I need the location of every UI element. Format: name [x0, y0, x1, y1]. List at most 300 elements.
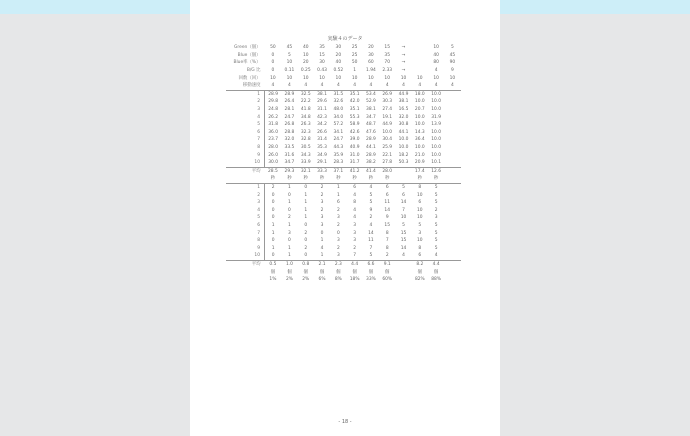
- row-label: 10: [226, 159, 265, 167]
- table-cell: 個: [319, 269, 325, 275]
- table-cell: 2: [336, 222, 340, 228]
- table-cell: 秒: [314, 175, 330, 183]
- table-cell: 30.8: [398, 122, 409, 128]
- table-cell: 4: [346, 82, 362, 90]
- table-cell: 34.1: [333, 129, 344, 135]
- table-cell: 9: [385, 215, 389, 221]
- table-cell: [412, 44, 428, 52]
- row-label: 2: [226, 191, 265, 199]
- time-average-row: [226, 167, 461, 175]
- table-cell: 10.0: [431, 107, 441, 113]
- table-cell: 30: [335, 45, 342, 51]
- table-cell: 40: [302, 45, 309, 51]
- table-cell: 10: [417, 207, 423, 213]
- count-row: [226, 191, 461, 199]
- table-cell: 5: [434, 238, 438, 244]
- table-cell: 5: [369, 253, 373, 259]
- table-cell: 30.0: [268, 160, 279, 166]
- count-row: [226, 222, 461, 230]
- table-cell: 0: [288, 207, 291, 213]
- table-cell: 4.4: [428, 260, 444, 268]
- table-cell: 42.3: [317, 114, 327, 120]
- row-label: 9: [226, 151, 265, 159]
- table-cell: 5: [402, 184, 405, 190]
- table-cell: 10: [351, 75, 358, 81]
- table-cell: 4: [353, 215, 357, 221]
- table-cell: 10: [433, 75, 439, 81]
- table-cell: 20: [302, 60, 309, 66]
- table-cell: 3: [336, 215, 340, 221]
- table-cell: 53.4: [366, 91, 376, 97]
- table-cell: 1: [353, 68, 357, 74]
- table-cell: 33%: [366, 277, 376, 283]
- table-cell: 6%: [318, 277, 326, 283]
- table-cell: 1.0: [281, 260, 297, 268]
- table-cell: 10: [417, 192, 423, 198]
- table-cell: [412, 52, 428, 60]
- table-cell: 14: [400, 200, 407, 206]
- table-cell: 0.25: [300, 68, 311, 74]
- table-cell: 0.43: [317, 68, 327, 74]
- table-cell: 10.0: [431, 145, 441, 151]
- table-cell: 10.0: [414, 99, 425, 105]
- table-cell: 32.3: [300, 129, 311, 135]
- table-cell: 28.0: [268, 145, 279, 151]
- table-cell: 12.6: [428, 167, 444, 175]
- table-cell: 秒: [265, 175, 282, 183]
- table-cell: 10: [335, 75, 342, 81]
- row-label: [226, 268, 265, 276]
- table-cell: 15: [319, 52, 325, 58]
- table-cell: 23.7: [268, 137, 279, 143]
- table-cell: 4: [395, 82, 411, 90]
- table-cell: 50: [351, 60, 358, 66]
- table-cell: 33.3: [314, 167, 330, 175]
- table-cell: 5: [451, 45, 454, 51]
- table-cell: 0: [288, 192, 291, 198]
- table-cell: 13.9: [431, 122, 441, 128]
- table-cell: 32.8: [300, 137, 311, 143]
- table-cell: 0.11: [284, 68, 295, 74]
- count-row: [226, 206, 461, 214]
- row-label: Green（個）: [234, 45, 261, 51]
- table-cell: 34.0: [333, 114, 344, 120]
- table-cell: 0: [271, 68, 275, 74]
- table-cell: 個: [287, 269, 292, 275]
- table-cell: [444, 175, 460, 183]
- row-label: 9: [226, 244, 265, 252]
- table-cell: 1: [271, 222, 275, 228]
- time-row: [226, 90, 461, 98]
- table-cell: 10.0: [382, 129, 393, 135]
- table-cell: 28.1: [284, 107, 295, 113]
- table-cell: 0: [304, 184, 308, 190]
- table-cell: 0: [304, 253, 308, 259]
- table-cell: 16.5: [398, 107, 409, 113]
- table-cell: 6: [353, 184, 357, 190]
- table-cell: 0.5: [265, 260, 282, 268]
- table-cell: 6: [385, 192, 389, 198]
- table-cell: 6: [418, 253, 422, 259]
- table-cell: 50.3: [398, 160, 409, 166]
- table-cell: 10: [286, 75, 293, 81]
- table-cell: 10.0: [414, 122, 425, 128]
- table-cell: 30.4: [382, 137, 393, 143]
- table-cell: 37.1: [330, 167, 346, 175]
- table-cell: 14: [368, 230, 374, 236]
- row-label: 10: [226, 252, 265, 260]
- table-cell: 34.7: [284, 160, 295, 166]
- table-cell: 10.0: [414, 114, 425, 120]
- table-cell: 3: [353, 238, 357, 244]
- table-cell: 6: [402, 192, 405, 198]
- table-cell: 1.94: [366, 68, 376, 74]
- table-cell: 10: [368, 75, 374, 81]
- count-unit-row: [226, 268, 461, 276]
- table-cell: 28.3: [333, 160, 344, 166]
- table-cell: 58.9: [349, 122, 360, 128]
- table-cell: 38.2: [366, 160, 376, 166]
- table-cell: 3: [336, 253, 340, 259]
- table-cell: 10: [400, 215, 407, 221]
- table-cell: 34.2: [317, 122, 327, 128]
- table-cell: 10: [384, 75, 391, 81]
- table-cell: 32.6: [333, 99, 344, 105]
- row-label: 7: [226, 229, 265, 237]
- table-cell: 38.1: [398, 99, 409, 105]
- time-row: [226, 129, 461, 137]
- table-cell: [444, 144, 460, 152]
- table-cell: 52.9: [366, 99, 376, 105]
- table-cell: 2.3: [330, 260, 346, 268]
- table-cell: [395, 268, 411, 276]
- table-cell: 4: [265, 82, 282, 90]
- count-row: [226, 214, 461, 222]
- table-cell: 8: [418, 184, 422, 190]
- table-cell: [444, 206, 460, 214]
- table-cell: 10.0: [398, 145, 409, 151]
- table-cell: 14: [400, 245, 407, 251]
- table-cell: 8%: [334, 277, 342, 283]
- table-cell: 30.5: [300, 145, 311, 151]
- table-cell: 26.4: [284, 99, 295, 105]
- table-cell: 40: [335, 60, 342, 66]
- table-cell: 31.5: [333, 91, 344, 97]
- table-cell: 8: [353, 200, 357, 206]
- table-cell: 8: [385, 230, 389, 236]
- table-cell: 1: [288, 184, 291, 190]
- row-label: 1: [226, 183, 265, 191]
- table-cell: →: [401, 52, 406, 58]
- page-title: 実験４のデータ: [327, 36, 363, 42]
- header-row: [226, 82, 461, 90]
- table-cell: 15: [384, 222, 391, 228]
- table-cell: 2%: [302, 277, 310, 283]
- table-cell: 1: [288, 253, 291, 259]
- table-cell: 3: [336, 238, 340, 244]
- table-cell: [444, 252, 460, 260]
- time-row: [226, 144, 461, 152]
- table-cell: 36.4: [414, 137, 425, 143]
- table-cell: 6: [418, 200, 422, 206]
- table-cell: 11: [368, 238, 374, 244]
- row-label: 5: [226, 121, 265, 129]
- table-cell: 34.7: [366, 114, 376, 120]
- table-cell: 1: [288, 245, 291, 251]
- table-cell: 5: [418, 222, 422, 228]
- time-row: [226, 98, 461, 106]
- table-cell: 1: [320, 238, 324, 244]
- row-label: 4: [226, 113, 265, 121]
- table-cell: 2: [434, 207, 438, 213]
- row-label: 回数（回）: [238, 75, 261, 81]
- table-cell: 9: [451, 68, 454, 74]
- table-cell: 20.7: [414, 107, 425, 113]
- table-cell: 27.8: [382, 160, 393, 166]
- table-cell: 32.1: [298, 167, 314, 175]
- table-cell: 25: [351, 52, 358, 58]
- table-cell: 50: [270, 45, 276, 51]
- table-cell: 31.4: [317, 137, 327, 143]
- table-cell: [444, 113, 460, 121]
- table-cell: 10: [302, 52, 309, 58]
- table-cell: 38.1: [317, 91, 327, 97]
- table-cell: 82%: [414, 277, 425, 283]
- table-cell: 4: [369, 184, 373, 190]
- table-cell: 48.7: [366, 122, 376, 128]
- table-cell: 個: [352, 269, 357, 275]
- time-row: [226, 121, 461, 129]
- table-cell: 秒: [379, 175, 395, 183]
- table-cell: 44.9: [398, 91, 409, 97]
- time-row: [226, 159, 461, 167]
- time-unit-row: [226, 175, 461, 183]
- row-label: 6: [226, 129, 265, 137]
- table-cell: 10: [449, 75, 456, 81]
- count-row: [226, 183, 461, 191]
- table-cell: 24.8: [268, 107, 279, 113]
- table-cell: 15: [400, 230, 407, 236]
- table-cell: 28.9: [366, 137, 376, 143]
- table-cell: 5: [369, 200, 373, 206]
- table-cell: 10.1: [431, 160, 441, 166]
- table-cell: 4: [428, 82, 444, 90]
- table-cell: [444, 244, 460, 252]
- table-cell: 1: [336, 192, 340, 198]
- table-cell: 11: [384, 200, 391, 206]
- table-cell: 31.9: [431, 114, 441, 120]
- table-cell: 個: [385, 269, 390, 275]
- table-cell: [444, 129, 460, 137]
- table-cell: 2: [304, 245, 308, 251]
- table-cell: 5: [288, 52, 291, 58]
- time-row: [226, 106, 461, 114]
- table-cell: 1: [304, 215, 308, 221]
- row-label: B/G 比: [246, 68, 261, 74]
- table-cell: 10.0: [431, 152, 441, 158]
- table-cell: 32.0: [398, 114, 409, 120]
- table-cell: 35: [384, 52, 391, 58]
- table-cell: 1: [336, 184, 340, 190]
- table-cell: 33.9: [300, 160, 311, 166]
- table-cell: 10: [417, 75, 423, 81]
- table-cell: 18%: [349, 277, 360, 283]
- table-cell: 秒: [428, 175, 444, 183]
- row-label: 5: [226, 214, 265, 222]
- table-cell: 10.0: [431, 129, 441, 135]
- table-cell: 個: [270, 269, 276, 275]
- table-cell: 41.2: [346, 167, 362, 175]
- table-cell: 29.8: [268, 99, 279, 105]
- table-cell: 0: [271, 238, 275, 244]
- table-cell: 10: [286, 60, 293, 66]
- table-cell: 2: [336, 207, 340, 213]
- table-cell: 10: [433, 45, 439, 51]
- row-label: 8: [226, 237, 265, 245]
- table-cell: [444, 106, 460, 114]
- table-cell: [444, 151, 460, 159]
- table-cell: 42.6: [349, 129, 360, 135]
- table-cell: 3: [434, 215, 438, 221]
- table-cell: →: [401, 68, 406, 74]
- table-cell: [444, 136, 460, 144]
- table-cell: 4: [353, 207, 357, 213]
- row-label: 3: [226, 106, 265, 114]
- table-cell: [395, 167, 411, 175]
- table-cell: [444, 268, 460, 276]
- table-cell: 4: [434, 253, 438, 259]
- table-cell: 26.0: [268, 152, 279, 158]
- table-cell: 9.1: [379, 260, 395, 268]
- table-cell: 1: [304, 200, 308, 206]
- table-cell: 29.3: [281, 167, 297, 175]
- document-page: [190, 0, 500, 436]
- table-cell: [395, 260, 411, 268]
- table-cell: 21.0: [414, 152, 425, 158]
- table-cell: 4: [369, 222, 373, 228]
- table-cell: 0: [288, 238, 291, 244]
- table-cell: 34.9: [317, 152, 327, 158]
- table-cell: 25.9: [382, 145, 393, 151]
- table-cell: [444, 276, 460, 284]
- table-cell: 秒: [412, 175, 428, 183]
- table-cell: 10: [302, 75, 309, 81]
- table-cell: 10: [417, 215, 423, 221]
- table-cell: [444, 260, 460, 268]
- row-label: 2: [226, 98, 265, 106]
- table-cell: 1: [304, 207, 308, 213]
- header-row: [226, 59, 461, 67]
- table-cell: 20.9: [414, 160, 425, 166]
- table-cell: 35.1: [349, 107, 360, 113]
- table-cell: 18.0: [414, 91, 425, 97]
- table-cell: 3: [320, 215, 324, 221]
- table-cell: [412, 67, 428, 75]
- row-label: 8: [226, 144, 265, 152]
- table-cell: 2: [288, 215, 291, 221]
- table-cell: 28.8: [284, 129, 295, 135]
- row-label: 6: [226, 222, 265, 230]
- table-cell: 0: [271, 215, 275, 221]
- table-cell: 4.4: [346, 260, 362, 268]
- table-cell: 27.4: [382, 107, 393, 113]
- table-cell: 32.0: [284, 137, 295, 143]
- table-cell: 0: [271, 60, 275, 66]
- table-cell: 35.9: [333, 152, 344, 158]
- page-number: - 18 -: [338, 419, 352, 425]
- time-row: [226, 136, 461, 144]
- table-cell: [412, 59, 428, 67]
- table-cell: 秒: [346, 175, 362, 183]
- table-cell: [444, 229, 460, 237]
- table-cell: 25: [351, 45, 358, 51]
- row-label: 1: [226, 90, 265, 98]
- count-row: [226, 252, 461, 260]
- row-label: 平均: [226, 167, 265, 175]
- table-cell: 2: [369, 215, 373, 221]
- table-cell: 39.0: [349, 137, 360, 143]
- table-cell: 26.8: [284, 122, 295, 128]
- table-cell: 7: [385, 238, 389, 244]
- table-cell: →: [401, 45, 406, 51]
- table-cell: 10: [270, 75, 276, 81]
- table-cell: 4: [412, 82, 428, 90]
- header-row: [226, 67, 461, 75]
- table-cell: [444, 222, 460, 230]
- table-cell: 3: [418, 230, 422, 236]
- table-cell: 26.3: [300, 122, 311, 128]
- table-cell: 8.2: [412, 260, 428, 268]
- table-cell: 31.0: [349, 152, 360, 158]
- table-cell: 5: [369, 192, 373, 198]
- table-cell: 2: [320, 207, 324, 213]
- table-cell: 40.9: [349, 145, 360, 151]
- table-cell: 28.9: [268, 91, 279, 97]
- table-cell: 0.8: [298, 260, 314, 268]
- table-cell: [444, 90, 460, 98]
- time-row: [226, 113, 461, 121]
- table-cell: 14: [384, 207, 391, 213]
- row-label: 4: [226, 206, 265, 214]
- table-cell: [444, 191, 460, 199]
- table-cell: 18.2: [398, 152, 409, 158]
- left-margin: [0, 14, 190, 436]
- table-cell: 35.3: [317, 145, 327, 151]
- table-cell: 3: [320, 200, 324, 206]
- table-cell: 3: [353, 230, 357, 236]
- count-row: [226, 237, 461, 245]
- table-cell: [444, 199, 460, 207]
- table-cell: 3: [353, 222, 357, 228]
- table-cell: 0: [304, 238, 308, 244]
- table-cell: 4: [402, 253, 405, 259]
- table-cell: 秒: [298, 175, 314, 183]
- table-cell: 1: [271, 245, 275, 251]
- table-cell: 90: [449, 60, 456, 66]
- count-row: [226, 229, 461, 237]
- table-cell: 2%: [285, 277, 293, 283]
- table-cell: 42.0: [349, 99, 360, 105]
- table-cell: 57.2: [333, 122, 344, 128]
- table-cell: 0: [320, 230, 324, 236]
- table-cell: 17.4: [412, 167, 428, 175]
- table-cell: [444, 237, 460, 245]
- table-cell: 41.8: [300, 107, 311, 113]
- table-cell: 2.33: [382, 68, 393, 74]
- table-cell: 4: [363, 82, 379, 90]
- table-cell: 5: [434, 200, 438, 206]
- table-cell: 8: [418, 245, 422, 251]
